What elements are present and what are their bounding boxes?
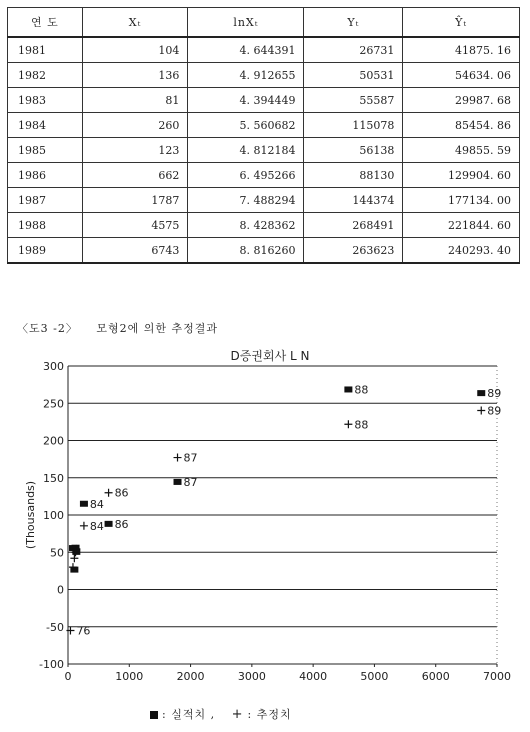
header-x: Xₜ [82,8,188,38]
cell-x: 123 [82,138,188,163]
x-tick-label: 5000 [360,670,389,683]
y-axis-label: (Thousands) [24,480,37,550]
cell-year: 1988 [8,213,83,238]
cell-yhat: 129904. 60 [403,163,520,188]
caption-label: 〈도3 -2〉 [17,322,78,335]
cell-lnx: 4. 912655 [188,63,304,88]
table-row [8,163,520,188]
table-row [8,113,520,138]
cell-x: 136 [82,63,188,88]
estimate-point-plus [174,454,182,462]
cell-year: 1985 [8,138,83,163]
cell-lnx: 5. 560682 [188,113,304,138]
x-tick-label: 6000 [421,670,450,683]
cell-y: 263623 [304,238,403,264]
point-label: 88 [354,383,369,397]
cell-x: 6743 [82,238,188,264]
cell-year: 1982 [8,63,83,88]
y-tick-label: 100 [43,509,64,522]
header-year: 연 도 [8,8,83,38]
cell-y: 268491 [304,213,403,238]
table-row [8,138,520,163]
cell-yhat: 41875. 16 [403,37,520,63]
y-tick-label: 250 [43,397,64,411]
cell-x: 260 [82,113,188,138]
cell-yhat: 29987. 68 [403,88,520,113]
cell-yhat: 177134. 00 [403,188,520,213]
cell-yhat: 85454. 86 [403,113,520,138]
point-label: 76 [76,624,91,638]
y-tick-label: 300 [43,360,64,373]
cell-lnx: 8. 428362 [188,213,304,238]
cell-yhat: 240293. 40 [403,238,520,264]
cell-y: 26731 [304,37,403,63]
y-tick-label: 0 [57,583,64,597]
cell-x: 4575 [82,213,188,238]
legend-actual-label: 실적치 , [171,708,216,721]
cell-yhat: 221844. 60 [403,213,520,238]
point-label: 84 [89,519,104,533]
point-label: 88 [354,418,369,432]
cell-x: 662 [82,163,188,188]
table-row [8,238,520,264]
estimate-point-plus [105,489,113,497]
table-row [8,88,520,113]
point-label: 86 [114,486,129,500]
cell-y: 55587 [304,88,403,113]
x-tick-label: 4000 [299,670,328,683]
legend: : 실적치 , + : 추정치 [150,706,292,722]
estimate-point-plus [344,420,352,428]
actual-point-square [344,386,352,392]
actual-point-square [174,479,182,485]
chart-title: D증권회사 L N [230,349,310,363]
point-label: 87 [183,475,198,489]
legend-actual-square-icon [150,711,158,719]
table-row [8,213,520,238]
cell-lnx: 4. 644391 [188,37,304,63]
x-tick-label: 1000 [115,670,144,683]
cell-y: 56138 [304,138,403,163]
table-row [8,37,520,63]
x-tick-label: 2000 [176,670,205,683]
cell-yhat: 49855. 59 [403,138,520,163]
actual-point-square [105,521,113,527]
cell-year: 1981 [8,37,83,63]
cell-year: 1983 [8,88,83,113]
cell-y: 144374 [304,188,403,213]
cell-year: 1987 [8,188,83,213]
cell-lnx: 6. 495266 [188,163,304,188]
actual-point-square [477,390,485,396]
y-tick-label: 200 [43,434,64,448]
grid [68,366,497,664]
y-tick-label: 150 [43,471,64,485]
estimate-point-plus [80,522,88,530]
legend-estimate-plus-icon: + [231,707,244,722]
y-tick-label: -100 [39,658,64,671]
x-tick-label: 3000 [237,670,266,683]
cell-x: 81 [82,88,188,113]
cell-year: 1989 [8,238,83,264]
header-lnx: lnXₜ [188,8,304,38]
point-label: 86 [114,517,129,531]
cell-lnx: 7. 488294 [188,188,304,213]
table-header-row [8,8,520,38]
estimate-point-plus [477,406,485,414]
y-tick-label: -50 [46,620,64,634]
cell-x: 1787 [82,188,188,213]
data-points [66,383,501,637]
cell-lnx: 8. 816260 [188,238,304,264]
y-tick-label: 50 [50,546,64,560]
actual-point-square [80,501,88,507]
point-label: 84 [89,497,104,511]
cell-yhat: 54634. 06 [403,63,520,88]
cell-y: 88130 [304,163,403,188]
legend-estimate-label: 추정치 [256,708,292,721]
estimate-point-plus [70,554,78,562]
cell-year: 1984 [8,113,83,138]
header-y: Yₜ [304,8,403,38]
header-yhat: Ŷₜ [403,8,520,38]
cell-year: 1986 [8,163,83,188]
table-row [8,63,520,88]
figure-caption [17,320,232,336]
data-table [7,7,520,264]
cell-y: 115078 [304,113,403,138]
cell-y: 50531 [304,63,403,88]
table-row [8,188,520,213]
caption-text: 모형2에 의한 추정결과 [96,322,218,335]
cell-lnx: 4. 394449 [188,88,304,113]
cell-x: 104 [82,37,188,63]
point-label: 87 [183,451,198,465]
point-label: 89 [487,404,502,418]
cell-lnx: 4. 812184 [188,138,304,163]
x-tick-label: 7000 [483,670,511,683]
point-label: 89 [487,387,502,401]
scatter-chart [0,340,530,702]
x-tick-label: 0 [64,670,72,683]
